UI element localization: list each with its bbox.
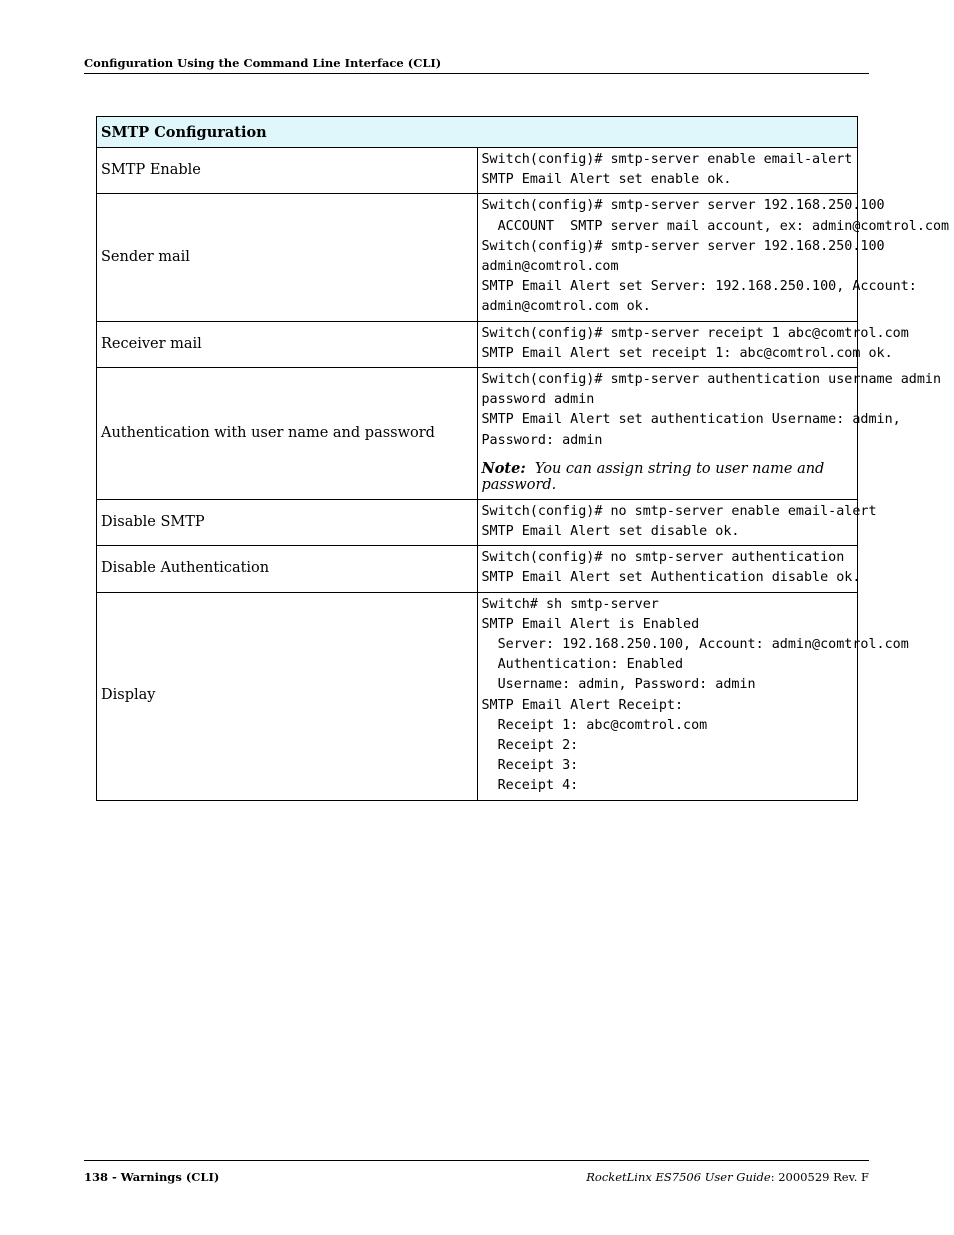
table-row (97, 499, 858, 545)
row-label: Authentication with user name and password (97, 368, 478, 500)
table-row (97, 546, 858, 592)
note-text: You can assign string to user name and password. (481, 460, 825, 493)
table-row (97, 148, 858, 194)
row-label: Disable Authentication (97, 546, 478, 592)
row-label: Disable SMTP (97, 499, 478, 545)
smtp-configuration-table (96, 116, 950, 801)
row-label: SMTP Enable (97, 148, 478, 194)
note-label: Note: (481, 459, 526, 477)
footer-document-ref (586, 1170, 869, 1184)
table-row (97, 368, 858, 500)
footer-product: RocketLinx ES7506 User Guide (586, 1170, 771, 1184)
cli-code: Switch# sh smtp-server SMTP Email Alert is Enabled Server: 192.168.250.100, Account: admin@comtrol.com Authentication: Enabled Username: admin, Password: admin SMTP Email Alert Receipt: Receipt 1: abc@comtrol.com Receipt 2: Receipt 3: Receipt 4: (481, 596, 909, 794)
row-label: Receiver mail (97, 321, 478, 367)
cli-code: Switch(config)# no smtp-server authentication SMTP Email Alert set Authentication disable ok. (481, 550, 861, 586)
cli-code: Switch(config)# smtp-server server 192.168.250.100 ACCOUNT SMTP server mail account, ex: admin@comtrol.com Switch(config)# smtp-server server 192.168.250.100 admin@comtrol.com SMTP Email Alert set Server: 192.168.250.100, Account: admin@comtrol.com ok. (481, 198, 950, 315)
cli-code: Switch(config)# smtp-server receipt 1 abc@comtrol.com SMTP Email Alert set receipt 1: abc@comtrol.com ok. (481, 325, 909, 361)
table-title: SMTP Configuration (97, 117, 858, 148)
footer-divider (84, 1160, 869, 1161)
row-label: Display (97, 592, 478, 800)
cli-code: Switch(config)# smtp-server enable email-alert SMTP Email Alert set enable ok. (481, 152, 853, 188)
table-row (97, 194, 858, 321)
cli-code: Switch(config)# no smtp-server enable email-alert SMTP Email Alert set disable ok. (481, 503, 877, 540)
footer-page-label: 138 - Warnings (CLI) (84, 1170, 220, 1184)
note (482, 454, 854, 499)
table-row (97, 321, 858, 367)
page-header: Configuration Using the Command Line Interface (CLI) (84, 56, 869, 74)
table-header-row (97, 117, 858, 148)
footer-revision: : 2000529 Rev. F (770, 1170, 869, 1184)
cli-code: Switch(config)# smtp-server authentication username admin password admin SMTP Email Alert set authentication Username: admin, Password: admin (481, 372, 942, 448)
row-label: Sender mail (97, 194, 478, 321)
table-row (97, 592, 858, 800)
